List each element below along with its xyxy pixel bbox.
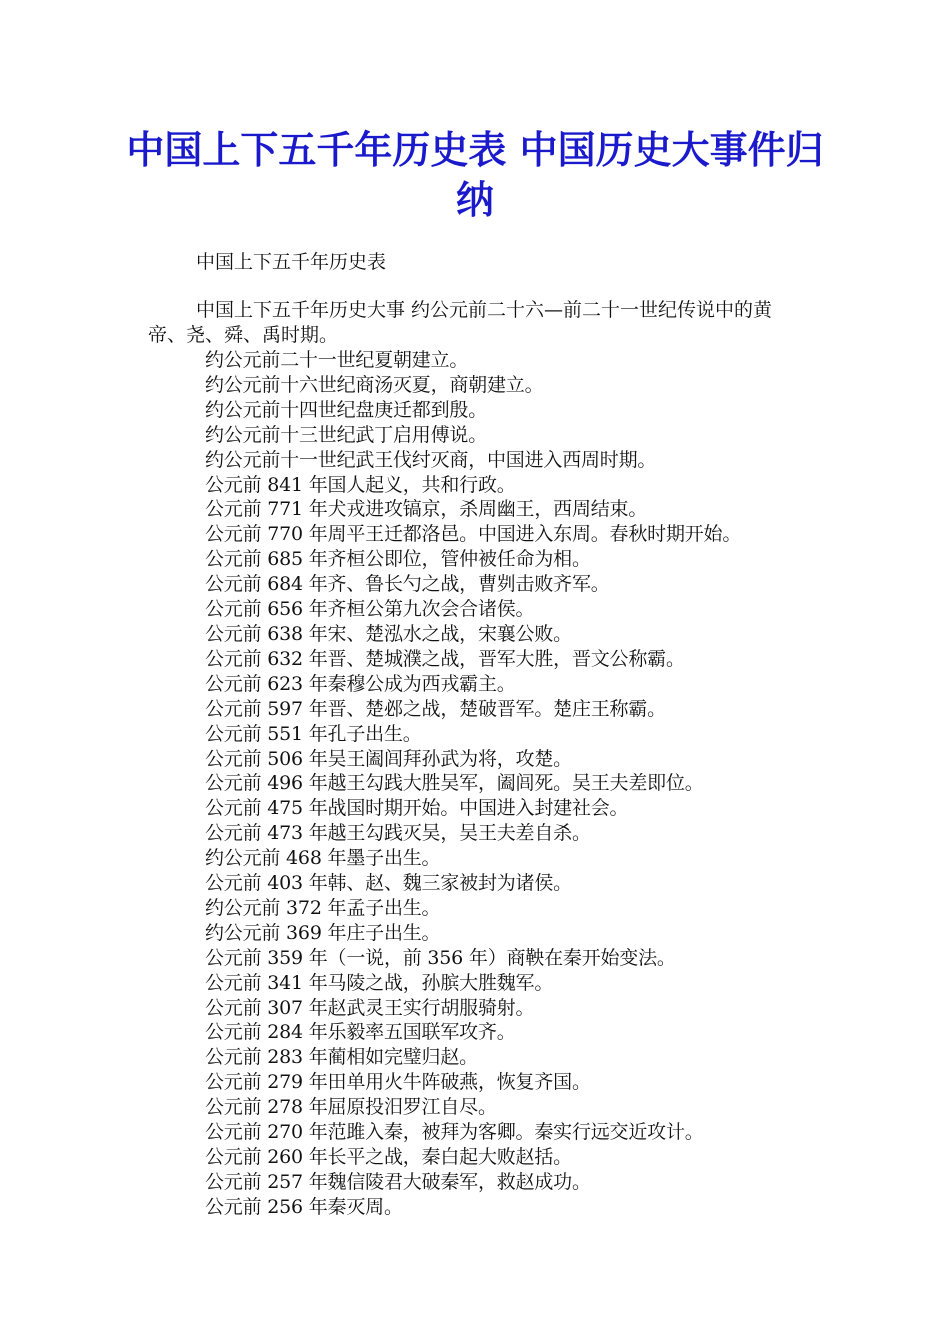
event-item: 公元前 496 年越王勾践大胜吴军，阖闾死。吴王夫差即位。	[205, 772, 704, 795]
event-item: 公元前 685 年齐桓公即位，管仲被任命为相。	[205, 548, 591, 571]
event-item: 约公元前十六世纪商汤灭夏，商朝建立。	[205, 373, 544, 396]
event-item: 公元前 656 年齐桓公第九次会合诸侯。	[205, 598, 535, 621]
event-item: 约公元前 468 年墨子出生。	[205, 847, 441, 870]
event-item: 公元前 475 年战国时期开始。中国进入封建社会。	[205, 797, 629, 820]
intro-paragraph: 中国上下五千年历史大事 约公元前二十六—前二十一世纪传说中的黄帝、尧、舜、禹时期。	[148, 299, 773, 346]
event-item: 公元前 260 年长平之战，秦白起大败赵括。	[205, 1146, 572, 1168]
event-item: 公元前 506 年吴王阖闾拜孙武为将，攻楚。	[205, 747, 572, 770]
event-item: 公元前 403 年韩、赵、魏三家被封为诸侯。	[205, 872, 572, 895]
event-item: 公元前 770 年周平王迁都洛邑。中国进入东周。春秋时期开始。	[205, 523, 742, 546]
event-item: 公元前 623 年秦穆公成为西戎霸主。	[205, 672, 516, 695]
event-item: 公元前 551 年孔子出生。	[205, 722, 422, 745]
event-item: 约公元前二十一世纪夏朝建立。	[205, 349, 469, 371]
event-item: 约公元前 372 年孟子出生。	[205, 896, 441, 919]
event-item: 公元前 278 年屈原投汨罗江自尽。	[205, 1096, 497, 1119]
event-item: 公元前 359 年（一说，前 356 年）商鞅在秦开始变法。	[205, 946, 676, 969]
event-item: 公元前 638 年宋、楚泓水之战，宋襄公败。	[205, 622, 572, 645]
event-item: 公元前 279 年田单用火牛阵破燕，恢复齐国。	[205, 1071, 591, 1094]
event-item: 公元前 270 年范雎入秦，被拜为客卿。秦实行远交近攻计。	[205, 1121, 704, 1144]
event-item: 公元前 632 年晋、楚城濮之战，晋军大胜，晋文公称霸。	[205, 647, 685, 670]
event-item: 公元前 771 年犬戎进攻镐京，杀周幽王，西周结束。	[205, 498, 648, 521]
event-item: 公元前 307 年赵武灵王实行胡服骑射。	[205, 996, 535, 1019]
event-item: 约公元前十一世纪武王伐纣灭商，中国进入西周时期。	[205, 448, 657, 471]
event-list	[205, 348, 741, 1220]
event-item: 约公元前十四世纪盘庚迁都到殷。	[205, 398, 488, 421]
document-title: 中国上下五千年历史表 中国历史大事件归纳	[126, 128, 824, 222]
event-item: 公元前 473 年越王勾践灭吴，吴王夫差自杀。	[205, 822, 591, 845]
event-item: 公元前 257 年魏信陵君大破秦军，救赵成功。	[205, 1170, 591, 1193]
event-item: 公元前 341 年马陵之战，孙膑大胜魏军。	[205, 971, 554, 994]
event-item: 公元前 684 年齐、鲁长勺之战，曹刿击败齐军。	[205, 573, 610, 596]
event-item: 公元前 283 年蔺相如完璧归赵。	[205, 1046, 478, 1069]
event-item: 公元前 597 年晋、楚邲之战，楚破晋军。楚庄王称霸。	[205, 697, 666, 720]
event-item: 约公元前 369 年庄子出生。	[205, 921, 441, 944]
event-item: 约公元前十三世纪武丁启用傅说。	[205, 423, 488, 446]
event-item: 公元前 841 年国人起义，共和行政。	[205, 473, 516, 496]
document-subtitle: 中国上下五千年历史表	[196, 251, 387, 273]
event-item: 公元前 256 年秦灭周。	[205, 1195, 403, 1218]
event-item: 公元前 284 年乐毅率五国联军攻齐。	[205, 1021, 516, 1044]
